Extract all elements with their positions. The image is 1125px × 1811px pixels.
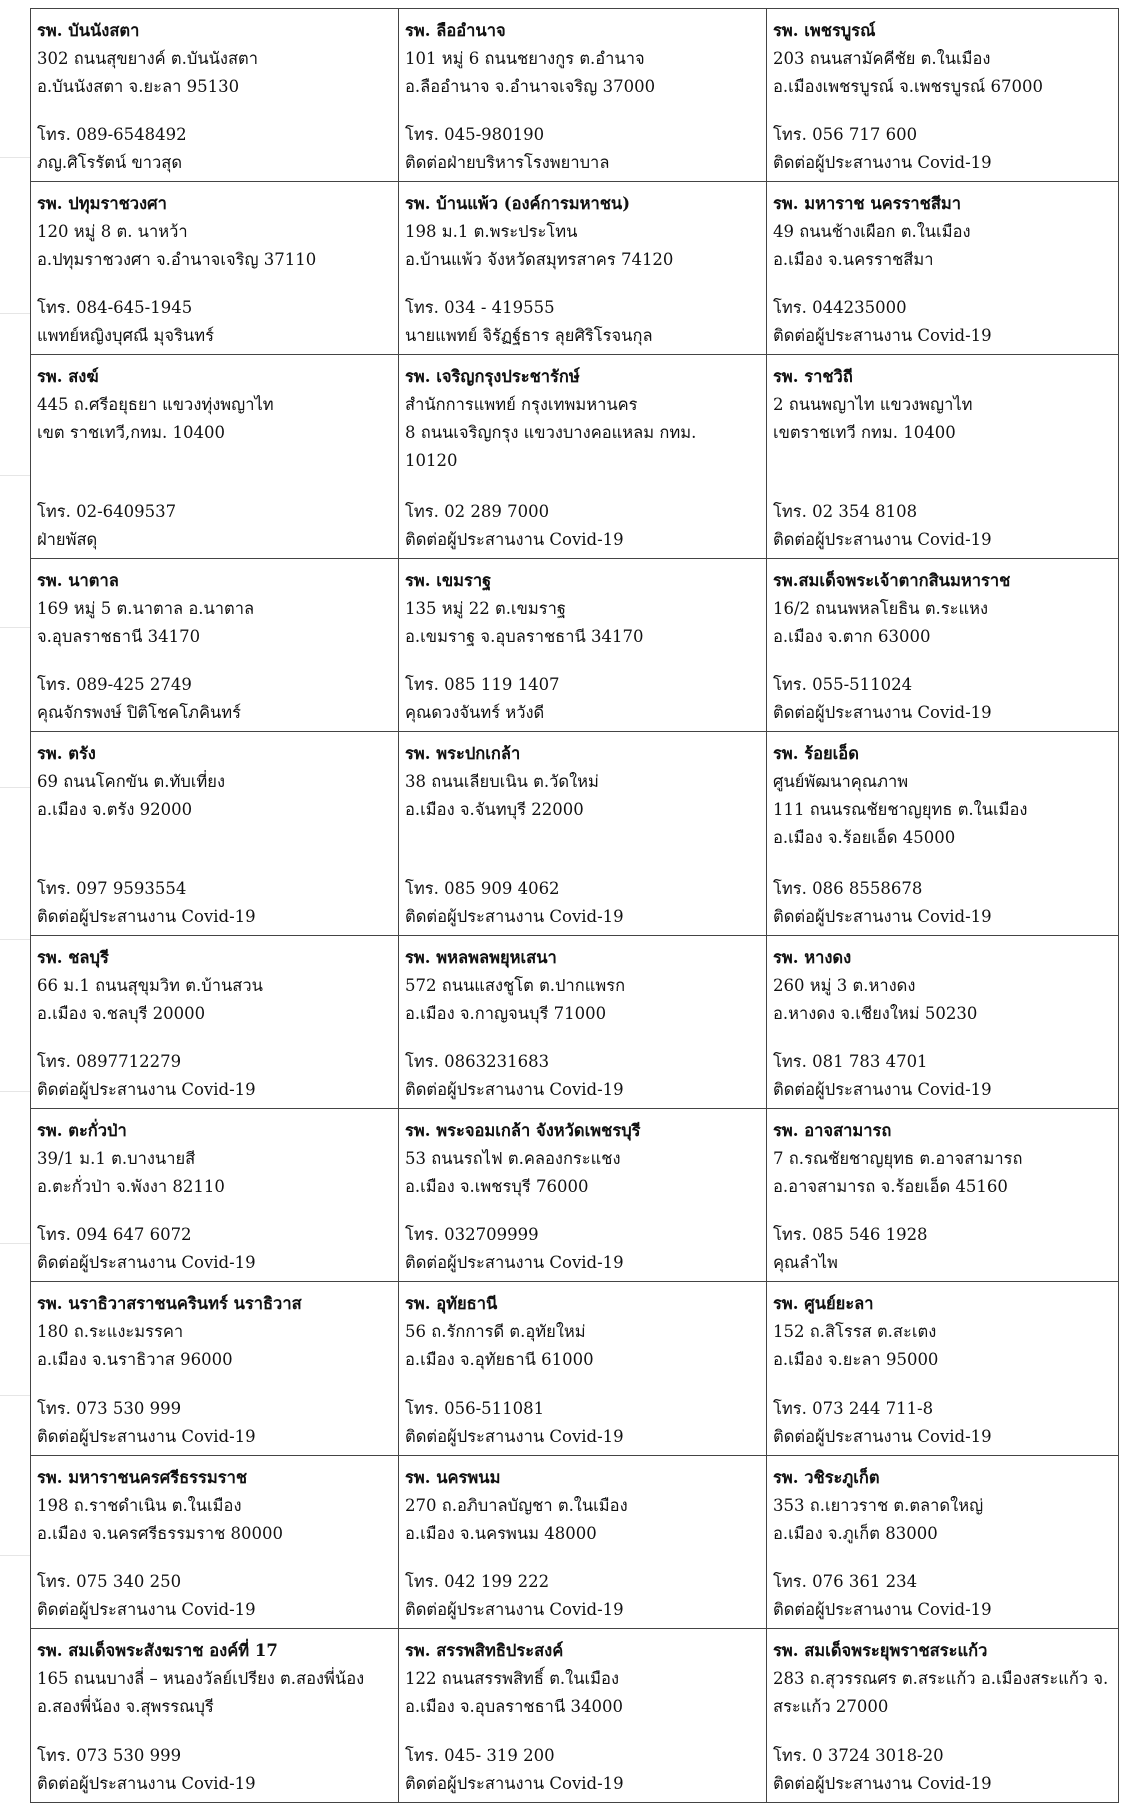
hospital-cell xyxy=(399,935,767,1108)
hospital-name: รพ. นครพนม xyxy=(405,1467,501,1487)
hospital-contact xyxy=(773,121,1112,177)
hospital-address-line: อ.เมือง จ.อุทัยธานี 61000 xyxy=(405,1350,594,1370)
hospital-address-line: อ.เมือง จ.ยะลา 95000 xyxy=(773,1350,939,1370)
table-row xyxy=(31,1109,1119,1282)
hospital-contact xyxy=(773,498,1112,554)
hospital-cell xyxy=(767,732,1119,936)
hospital-details xyxy=(405,740,760,824)
hospital-details xyxy=(37,17,392,101)
hospital-entry xyxy=(405,740,760,931)
hospital-name: รพ. ร้อยเอ็ด xyxy=(773,744,859,764)
hospital-contact xyxy=(773,1742,1112,1798)
phone-number: โทร. 032709999 xyxy=(405,1225,539,1245)
hospital-cell xyxy=(31,935,399,1108)
hospital-address-line: อ.เมือง จ.ตาก 63000 xyxy=(773,627,931,647)
hospital-cell xyxy=(767,559,1119,732)
hospital-address-line: 353 ถ.เยาวราช ต.ตลาดใหญ่ xyxy=(773,1495,984,1515)
hospital-details xyxy=(405,363,760,475)
phone-number: โทร. 089-425 2749 xyxy=(37,675,192,695)
phone-number: โทร. 02-6409537 xyxy=(37,502,177,522)
hospital-name: รพ. พหลพลพยุหเสนา xyxy=(405,947,557,967)
hospital-name: รพ. ชลบุรี xyxy=(37,947,109,967)
hospital-address-line: อ.บันนังสตา จ.ยะลา 95130 xyxy=(37,77,240,96)
hospital-contact xyxy=(37,1742,392,1798)
hospital-entry xyxy=(773,1117,1112,1277)
hospital-cell xyxy=(31,1455,399,1628)
contact-person: ติดต่อผู้ประสานงาน Covid-19 xyxy=(37,1599,256,1619)
hospital-cell xyxy=(767,1282,1119,1455)
hospital-entry xyxy=(773,567,1112,727)
hospital-name: รพ. ปทุมราชวงศา xyxy=(37,194,167,214)
hospital-address-line: 120 หมู่ 8 ต. นาหว้า xyxy=(37,222,188,242)
hospital-entry xyxy=(405,190,760,350)
hospital-entry xyxy=(773,740,1112,931)
hospital-address-line: อ.เมืองเพชรบูรณ์ จ.เพชรบูรณ์ 67000 xyxy=(773,77,1043,96)
hospital-cell xyxy=(399,1282,767,1455)
hospital-address-line: อ.ลืออำนาจ จ.อำนาจเจริญ 37000 xyxy=(405,77,656,96)
hospital-details xyxy=(405,190,760,274)
phone-number: โทร. 034 - 419555 xyxy=(405,298,555,318)
phone-number: โทร. 055-511024 xyxy=(773,675,913,695)
hospital-address-line: สำนักการแพทย์ กรุงเทพมหานคร xyxy=(405,395,638,415)
hospital-entry xyxy=(405,1637,760,1798)
hospital-address-line: 198 ถ.ราชดำเนิน ต.ในเมือง xyxy=(37,1495,242,1515)
hospital-details xyxy=(773,1117,1112,1201)
hospital-entry xyxy=(773,363,1112,554)
phone-number: โทร. 085 909 4062 xyxy=(405,878,560,898)
hospital-address-line: 260 หมู่ 3 ต.หางดง xyxy=(773,975,916,995)
hospital-address-line: อ.อาจสามารถ จ.ร้อยเอ็ด 45160 xyxy=(773,1177,1008,1197)
phone-number: โทร. 075 340 250 xyxy=(37,1571,182,1591)
phone-number: โทร. 073 530 999 xyxy=(37,1746,182,1765)
contact-person: ติดต่อผู้ประสานงาน Covid-19 xyxy=(37,906,256,926)
hospital-contact xyxy=(405,121,760,177)
hospital-cell xyxy=(767,935,1119,1108)
hospital-address-line: 445 ถ.ศรีอยุธยา แขวงทุ่งพญาไท xyxy=(37,395,274,415)
contact-person: ติดต่อผู้ประสานงาน Covid-19 xyxy=(405,906,624,926)
hospital-cell xyxy=(31,1282,399,1455)
phone-number: โทร. 02 354 8108 xyxy=(773,502,918,522)
hospital-address-line: 10120 xyxy=(405,451,458,471)
hospital-cell xyxy=(767,182,1119,355)
table-row xyxy=(31,559,1119,732)
hospital-name: รพ. ศูนย์ยะลา xyxy=(773,1294,874,1314)
hospital-address-line: อ.ปทุมราชวงศา จ.อำนาจเจริญ 37110 xyxy=(37,250,317,270)
hospital-address-line: 165 ถนนบางลี่ – หนองวัลย์เปรียง ต.สองพี่น้อง xyxy=(37,1668,365,1688)
hospital-cell xyxy=(767,9,1119,182)
hospital-contact xyxy=(405,498,760,554)
hospital-contact xyxy=(405,875,760,931)
hospital-contact xyxy=(773,294,1112,350)
hospital-contact xyxy=(37,1568,392,1624)
hospital-entry xyxy=(773,190,1112,350)
hospital-address-line: อ.เมือง จ.อุบลราชธานี 34000 xyxy=(405,1696,623,1716)
hospital-entry xyxy=(405,1290,760,1450)
contact-person: ติดต่อฝ่ายบริหารโรงพยาบาล xyxy=(405,153,610,173)
hospital-address-line: 283 ถ.สุวรรณศร ต.สระแก้ว อ.เมืองสระแก้ว จ. xyxy=(773,1668,1109,1688)
directory-body xyxy=(31,9,1119,1803)
hospital-address-line: เขต ราชเทวี,กทม. 10400 xyxy=(37,423,225,443)
contact-person: ติดต่อผู้ประสานงาน Covid-19 xyxy=(405,530,624,550)
hospital-address-line: อ.เมือง จ.นครศรีธรรมราช 80000 xyxy=(37,1523,284,1543)
hospital-contact xyxy=(405,1742,760,1798)
phone-number: โทร. 073 244 711-8 xyxy=(773,1398,934,1418)
hospital-details xyxy=(773,1290,1112,1374)
hospital-details xyxy=(405,567,760,651)
hospital-cell xyxy=(31,732,399,936)
contact-person: ติดต่อผู้ประสานงาน Covid-19 xyxy=(405,1774,624,1793)
hospital-details xyxy=(405,1117,760,1201)
hospital-address-line: อ.หางดง จ.เชียงใหม่ 50230 xyxy=(773,1003,978,1023)
hospital-contact xyxy=(405,1568,760,1624)
hospital-address-line: 2 ถนนพญาไท แขวงพญาไท xyxy=(773,395,973,415)
phone-number: โทร. 042 199 222 xyxy=(405,1571,550,1591)
hospital-entry xyxy=(37,1637,392,1798)
hospital-address-line: 302 ถนนสุขยางค์ ต.บันนังสตา xyxy=(37,49,259,68)
hospital-address-line: 122 ถนนสรรพสิทธิ์ ต.ในเมือง xyxy=(405,1668,620,1688)
table-row xyxy=(31,9,1119,182)
hospital-entry xyxy=(773,944,1112,1104)
hospital-cell xyxy=(399,732,767,936)
hospital-details xyxy=(405,1290,760,1374)
hospital-contact xyxy=(37,1048,392,1104)
contact-person: ติดต่อผู้ประสานงาน Covid-19 xyxy=(37,1774,256,1793)
contact-person: คุณลำไพ xyxy=(773,1253,838,1273)
contact-person: คุณจักรพงษ์ ปิติโชคโภคินทร์ xyxy=(37,703,242,723)
hospital-name: รพ. บ้านแพ้ว (องค์การมหาชน) xyxy=(405,194,630,214)
contact-person: ติดต่อผู้ประสานงาน Covid-19 xyxy=(405,1426,624,1446)
hospital-entry xyxy=(773,1290,1112,1450)
hospital-contact xyxy=(37,121,392,177)
hospital-address-line: 152 ถ.สิโรรส ต.สะเตง xyxy=(773,1322,937,1342)
hospital-details xyxy=(37,740,392,824)
contact-person: ติดต่อผู้ประสานงาน Covid-19 xyxy=(773,326,992,346)
hospital-name: รพ. พระปกเกล้า xyxy=(405,744,521,764)
phone-number: โทร. 0 3724 3018-20 xyxy=(773,1746,944,1765)
hospital-details xyxy=(405,944,760,1028)
hospital-details xyxy=(37,944,392,1028)
hospital-name: รพ. อุทัยธานี xyxy=(405,1294,498,1314)
hospital-name: รพ. เพชรบูรณ์ xyxy=(773,21,876,40)
hospital-name: รพ. สรรพสิทธิประสงค์ xyxy=(405,1640,564,1660)
hospital-address-line: 135 หมู่ 22 ต.เขมราฐ xyxy=(405,599,566,619)
hospital-directory-sheet xyxy=(30,8,1118,1803)
hospital-contact xyxy=(37,875,392,931)
hospital-cell xyxy=(31,182,399,355)
hospital-address-line: 572 ถนนแสงชูโต ต.ปากแพรก xyxy=(405,975,626,995)
hospital-details xyxy=(405,1637,760,1721)
phone-number: โทร. 056-511081 xyxy=(405,1398,545,1418)
hospital-contact xyxy=(37,294,392,350)
hospital-entry xyxy=(405,1464,760,1624)
hospital-address-line: 169 หมู่ 5 ต.นาตาล อ.นาตาล xyxy=(37,599,255,619)
hospital-name: รพ. นาตาล xyxy=(37,571,119,591)
hospital-details xyxy=(773,1637,1112,1721)
hospital-cell xyxy=(399,1109,767,1282)
hospital-contact xyxy=(405,1221,760,1277)
hospital-address-line: อ.เมือง จ.นครพนม 48000 xyxy=(405,1523,597,1543)
hospital-cell xyxy=(767,355,1119,559)
hospital-address-line: 69 ถนนโคกขัน ต.ทับเที่ยง xyxy=(37,772,226,792)
hospital-cell xyxy=(767,1455,1119,1628)
hospital-details xyxy=(773,363,1112,447)
table-row xyxy=(31,1455,1119,1628)
hospital-name: รพ. มหาราช นครราชสีมา xyxy=(773,194,962,214)
hospital-name: รพ. เจริญกรุงประชารักษ์ xyxy=(405,367,580,387)
contact-person: ติดต่อผู้ประสานงาน Covid-19 xyxy=(405,1080,624,1100)
hospital-address-line: อ.บ้านแพ้ว จังหวัดสมุทรสาคร 74120 xyxy=(405,250,674,270)
hospital-address-line: จ.อุบลราชธานี 34170 xyxy=(37,627,201,647)
contact-person: ติดต่อผู้ประสานงาน Covid-19 xyxy=(773,1426,992,1446)
hospital-details xyxy=(37,363,392,447)
hospital-entry xyxy=(773,1637,1112,1798)
hospital-address-line: 203 ถนนสามัคคีชัย ต.ในเมือง xyxy=(773,49,991,68)
hospital-address-line: 56 ถ.รักการดี ต.อุทัยใหม่ xyxy=(405,1322,586,1342)
hospital-cell xyxy=(767,1109,1119,1282)
hospital-name: รพ.สมเด็จพระเจ้าตากสินมหาราช xyxy=(773,571,1011,591)
hospital-name: รพ. พระจอมเกล้า จังหวัดเพชรบุรี xyxy=(405,1121,641,1141)
table-row xyxy=(31,1628,1119,1802)
hospital-name: รพ. ลืออำนาจ xyxy=(405,21,506,40)
hospital-entry xyxy=(405,944,760,1104)
hospital-details xyxy=(37,1290,392,1374)
hospital-name: รพ. สมเด็จพระยุพราชสระแก้ว xyxy=(773,1640,988,1660)
hospital-directory-table xyxy=(30,8,1119,1803)
hospital-name: รพ. บันนังสตา xyxy=(37,21,140,40)
hospital-details xyxy=(37,1117,392,1201)
contact-person: ติดต่อผู้ประสานงาน Covid-19 xyxy=(773,1080,992,1100)
hospital-cell xyxy=(31,9,399,182)
hospital-address-line: อ.เมือง จ.ตรัง 92000 xyxy=(37,800,193,820)
hospital-address-line: เขตราชเทวี กทม. 10400 xyxy=(773,423,956,443)
hospital-contact xyxy=(773,671,1112,727)
phone-number: โทร. 086 8558678 xyxy=(773,878,923,898)
hospital-contact xyxy=(773,875,1112,931)
contact-person: คุณดวงจันทร์ หวังดี xyxy=(405,703,545,723)
hospital-entry xyxy=(37,1117,392,1277)
phone-number: โทร. 097 9593554 xyxy=(37,878,187,898)
hospital-address-line: 16/2 ถนนพหลโยธิน ต.ระแหง xyxy=(773,599,989,619)
hospital-entry xyxy=(37,567,392,727)
hospital-address-line: 39/1 ม.1 ต.บางนายสี xyxy=(37,1149,196,1169)
hospital-cell xyxy=(767,1628,1119,1802)
hospital-details xyxy=(37,1464,392,1548)
phone-number: โทร. 085 119 1407 xyxy=(405,675,560,695)
hospital-address-line: อ.ตะกั่วป่า จ.พังงา 82110 xyxy=(37,1177,225,1197)
hospital-entry xyxy=(37,1290,392,1450)
hospital-address-line: 111 ถนนรณชัยชาญยุทธ ต.ในเมือง xyxy=(773,800,1028,820)
hospital-details xyxy=(37,1637,392,1721)
hospital-details xyxy=(37,190,392,274)
hospital-entry xyxy=(37,363,392,554)
hospital-address-line: อ.เมือง จ.ร้อยเอ็ด 45000 xyxy=(773,828,956,848)
hospital-details xyxy=(773,740,1112,852)
hospital-entry xyxy=(37,740,392,931)
hospital-address-line: 101 หมู่ 6 ถนนชยางกูร ต.อำนาจ xyxy=(405,49,645,68)
hospital-address-line: 7 ถ.รณชัยชาญยุทธ ต.อาจสามารถ xyxy=(773,1149,1023,1169)
hospital-name: รพ. ราชวิถี xyxy=(773,367,853,387)
hospital-name: รพ. อาจสามารถ xyxy=(773,1121,892,1141)
hospital-entry xyxy=(405,363,760,554)
hospital-address-line: อ.เมือง จ.ภูเก็ต 83000 xyxy=(773,1523,938,1543)
contact-person: ติดต่อผู้ประสานงาน Covid-19 xyxy=(773,1774,992,1793)
phone-number: โทร. 085 546 1928 xyxy=(773,1225,928,1245)
hospital-entry xyxy=(37,944,392,1104)
hospital-details xyxy=(773,1464,1112,1548)
phone-number: โทร. 084-645-1945 xyxy=(37,298,193,318)
contact-person: นายแพทย์ จิรัฏฐ์ธาร ลุยศิริโรจนกุล xyxy=(405,326,653,346)
hospital-cell xyxy=(31,559,399,732)
phone-number: โทร. 081 783 4701 xyxy=(773,1052,928,1072)
hospital-address-line: อ.เมือง จ.กาญจนบุรี 71000 xyxy=(405,1003,607,1023)
contact-person: แพทย์หญิงบุศณี มุจรินทร์ xyxy=(37,326,214,346)
hospital-entry xyxy=(405,1117,760,1277)
contact-person: ติดต่อผู้ประสานงาน Covid-19 xyxy=(773,153,992,173)
contact-person: ติดต่อผู้ประสานงาน Covid-19 xyxy=(405,1253,624,1273)
hospital-address-line: 198 ม.1 ต.พระประโทน xyxy=(405,222,578,242)
phone-number: โทร. 076 361 234 xyxy=(773,1571,918,1591)
hospital-cell xyxy=(399,1628,767,1802)
hospital-contact xyxy=(773,1048,1112,1104)
hospital-address-line: อ.เมือง จ.เพชรบุรี 76000 xyxy=(405,1177,589,1197)
hospital-details xyxy=(37,567,392,651)
hospital-contact xyxy=(405,294,760,350)
contact-person: ภญ.ศิโรรัตน์ ขาวสุด xyxy=(37,153,183,173)
contact-person: ติดต่อผู้ประสานงาน Covid-19 xyxy=(773,703,992,723)
hospital-name: รพ. เขมราฐ xyxy=(405,571,492,591)
phone-number: โทร. 0863231683 xyxy=(405,1052,550,1072)
hospital-contact xyxy=(37,1221,392,1277)
hospital-details xyxy=(773,567,1112,651)
contact-person: ติดต่อผู้ประสานงาน Covid-19 xyxy=(37,1426,256,1446)
hospital-entry xyxy=(37,1464,392,1624)
phone-number: โทร. 02 289 7000 xyxy=(405,502,550,522)
phone-number: โทร. 089-6548492 xyxy=(37,125,187,145)
hospital-details xyxy=(405,1464,760,1548)
hospital-cell xyxy=(399,559,767,732)
hospital-contact xyxy=(405,1048,760,1104)
hospital-cell xyxy=(31,355,399,559)
table-row xyxy=(31,732,1119,936)
hospital-name: รพ. มหาราชนครศรีธรรมราช xyxy=(37,1467,248,1487)
phone-number: โทร. 045- 319 200 xyxy=(405,1746,555,1765)
hospital-address-line: 66 ม.1 ถนนสุขุมวิท ต.บ้านสวน xyxy=(37,975,263,995)
contact-person: ติดต่อผู้ประสานงาน Covid-19 xyxy=(773,530,992,550)
hospital-address-line: อ.เมือง จ.ชลบุรี 20000 xyxy=(37,1003,206,1023)
hospital-contact xyxy=(773,1221,1112,1277)
hospital-cell xyxy=(399,9,767,182)
contact-person: ติดต่อผู้ประสานงาน Covid-19 xyxy=(773,1599,992,1619)
hospital-entry xyxy=(773,1464,1112,1624)
sheet-left-margin xyxy=(0,8,30,1803)
hospital-name: รพ. ตรัง xyxy=(37,744,96,764)
hospital-contact xyxy=(773,1395,1112,1451)
phone-number: โทร. 045-980190 xyxy=(405,125,545,145)
hospital-contact xyxy=(37,671,392,727)
hospital-entry xyxy=(37,17,392,177)
hospital-address-line: 49 ถนนช้างเผือก ต.ในเมือง xyxy=(773,222,971,242)
hospital-contact xyxy=(37,498,392,554)
hospital-details xyxy=(773,944,1112,1028)
hospital-address-line: 270 ถ.อภิบาลบัญชา ต.ในเมือง xyxy=(405,1495,628,1515)
contact-person: ติดต่อผู้ประสานงาน Covid-19 xyxy=(405,1599,624,1619)
hospital-address-line: 8 ถนนเจริญกรุง แขวงบางคอแหลม กทม. xyxy=(405,423,697,443)
contact-person: ฝ่ายพัสดุ xyxy=(37,530,98,550)
phone-number: โทร. 056 717 600 xyxy=(773,125,918,145)
hospital-contact xyxy=(773,1568,1112,1624)
table-row xyxy=(31,182,1119,355)
table-row xyxy=(31,1282,1119,1455)
hospital-cell xyxy=(31,1628,399,1802)
hospital-name: รพ. นราธิวาสราชนครินทร์ นราธิวาส xyxy=(37,1294,302,1314)
phone-number: โทร. 0897712279 xyxy=(37,1052,182,1072)
hospital-name: รพ. สมเด็จพระสังฆราช องค์ที่ 17 xyxy=(37,1640,278,1660)
hospital-name: รพ. ตะกั่วป่า xyxy=(37,1121,127,1141)
contact-person: ติดต่อผู้ประสานงาน Covid-19 xyxy=(37,1253,256,1273)
hospital-contact xyxy=(37,1395,392,1451)
contact-person: ติดต่อผู้ประสานงาน Covid-19 xyxy=(37,1080,256,1100)
hospital-name: รพ. วชิระภูเก็ต xyxy=(773,1467,880,1487)
table-row xyxy=(31,355,1119,559)
hospital-address-line: ศูนย์พัฒนาคุณภาพ xyxy=(773,772,909,792)
hospital-entry xyxy=(405,17,760,177)
hospital-name: รพ. สงฆ์ xyxy=(37,367,99,387)
hospital-contact xyxy=(405,1395,760,1451)
hospital-contact xyxy=(405,671,760,727)
hospital-details xyxy=(773,17,1112,101)
hospital-address-line: 53 ถนนรถไฟ ต.คลองกระแชง xyxy=(405,1149,621,1169)
hospital-address-line: สระแก้ว 27000 xyxy=(773,1696,889,1716)
phone-number: โทร. 044235000 xyxy=(773,298,907,318)
hospital-address-line: อ.สองพี่น้อง จ.สุพรรณบุรี xyxy=(37,1696,214,1716)
hospital-address-line: 38 ถนนเลียบเนิน ต.วัดใหม่ xyxy=(405,772,599,792)
contact-person: ติดต่อผู้ประสานงาน Covid-19 xyxy=(773,906,992,926)
hospital-cell xyxy=(399,182,767,355)
hospital-entry xyxy=(37,190,392,350)
hospital-name: รพ. หางดง xyxy=(773,947,852,967)
phone-number: โทร. 073 530 999 xyxy=(37,1398,182,1418)
hospital-address-line: อ.เมือง จ.จันทบุรี 22000 xyxy=(405,800,584,820)
hospital-address-line: อ.เมือง จ.นครราชสีมา xyxy=(773,250,934,270)
hospital-entry xyxy=(773,17,1112,177)
hospital-cell xyxy=(399,1455,767,1628)
hospital-address-line: อ.เมือง จ.นราธิวาส 96000 xyxy=(37,1350,233,1370)
table-row xyxy=(31,935,1119,1108)
hospital-details xyxy=(405,17,760,101)
hospital-address-line: 180 ถ.ระแงะมรรคา xyxy=(37,1322,184,1342)
phone-number: โทร. 094 647 6072 xyxy=(37,1225,192,1245)
hospital-entry xyxy=(405,567,760,727)
hospital-cell xyxy=(31,1109,399,1282)
hospital-details xyxy=(773,190,1112,274)
hospital-address-line: อ.เขมราฐ จ.อุบลราชธานี 34170 xyxy=(405,627,644,647)
hospital-cell xyxy=(399,355,767,559)
